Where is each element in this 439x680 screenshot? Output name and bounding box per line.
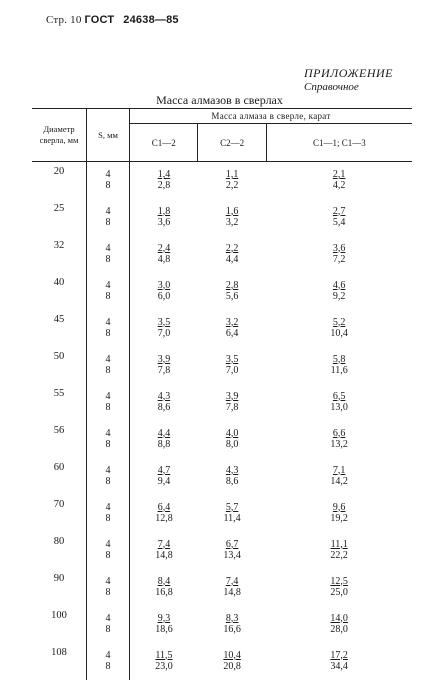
mass-c1-cell-value: 7,4 [157, 538, 171, 550]
mass-c3-cell-value: 3,6 [332, 242, 346, 254]
mass-c2-cell [198, 236, 266, 273]
subcol-header-3: С1—1; С1—3 [266, 124, 412, 162]
mass-c1-cell-value: 4,3 [157, 390, 171, 402]
mass-c3-cell-value: 22,2 [330, 549, 348, 561]
mass-c3-cell-value: 28,0 [330, 623, 348, 635]
mass-c1-cell-value: 6,0 [157, 290, 171, 302]
gost-label: ГОСТ [84, 14, 115, 26]
mass-c1-cell [130, 532, 198, 569]
mass-c2-cell-value: 11,4 [223, 512, 241, 524]
mass-c3-cell [266, 236, 412, 273]
table-row [32, 643, 412, 680]
table-row [32, 532, 412, 569]
mass-c1-cell-value: 3,6 [157, 216, 171, 228]
mass-c3-cell [266, 347, 412, 384]
mass-c3-cell [266, 643, 412, 680]
mass-c3-cell-value: 7,1 [332, 464, 346, 476]
mass-c3-cell-value: 17,2 [330, 649, 348, 661]
mass-c1-cell-value: 8,8 [157, 438, 171, 450]
mass-c1-cell-value: 9,3 [157, 612, 171, 624]
mass-c3-cell [266, 199, 412, 236]
diameter-cell-value: 25 [53, 202, 65, 214]
mass-c2-cell-value: 10,4 [223, 649, 241, 661]
s-cell [87, 199, 130, 236]
mass-c1-cell [130, 458, 198, 495]
mass-c1-cell [130, 421, 198, 458]
s-cell [87, 532, 130, 569]
table-row [32, 236, 412, 273]
diameter-cell [32, 236, 87, 273]
s-cell-value: 8 [105, 549, 111, 561]
mass-c2-cell-value: 8,6 [225, 475, 239, 487]
mass-c3-cell [266, 273, 412, 310]
s-cell [87, 606, 130, 643]
diameter-cell [32, 162, 87, 199]
table-row [32, 495, 412, 532]
mass-c3-cell-value: 10,4 [330, 327, 348, 339]
mass-c2-cell [198, 643, 266, 680]
mass-c1-cell-value: 12,8 [155, 512, 173, 524]
diameter-cell-value: 108 [51, 646, 67, 658]
mass-c2-cell-value: 14,8 [223, 586, 241, 598]
s-cell-value: 4 [105, 464, 111, 476]
diameter-cell-value: 55 [53, 387, 65, 399]
mass-c2-cell-value: 8,3 [225, 612, 239, 624]
mass-c2-cell-value: 2,2 [225, 180, 239, 191]
mass-c2-cell-value: 7,4 [225, 575, 239, 587]
mass-c1-cell [130, 569, 198, 606]
mass-c2-cell-value: 6,7 [225, 538, 239, 550]
s-cell-value: 4 [105, 427, 111, 439]
mass-c3-cell-value: 14,0 [330, 612, 348, 624]
s-cell-value: 8 [105, 623, 111, 635]
mass-c1-cell [130, 273, 198, 310]
mass-c2-cell-value: 5,6 [225, 290, 239, 302]
mass-c2-cell [198, 532, 266, 569]
diameter-cell-value: 20 [53, 166, 65, 177]
diameter-cell [32, 199, 87, 236]
mass-c2-cell [198, 458, 266, 495]
mass-c2-cell [198, 606, 266, 643]
mass-c1-cell [130, 310, 198, 347]
mass-c1-cell [130, 606, 198, 643]
s-cell-value: 4 [105, 353, 111, 365]
mass-c3-cell-value: 5,8 [332, 353, 346, 365]
s-cell-value: 8 [105, 586, 111, 598]
mass-c3-cell [266, 458, 412, 495]
mass-c3-cell-value: 9,6 [332, 501, 346, 513]
diameter-cell [32, 310, 87, 347]
mass-c3-cell-value: 25,0 [330, 586, 348, 598]
s-cell [87, 458, 130, 495]
mass-c1-cell-value: 16,8 [155, 586, 173, 598]
mass-c2-cell-value: 4,0 [225, 427, 239, 439]
mass-c1-cell-value: 23,0 [155, 660, 173, 672]
table-row [32, 273, 412, 310]
s-cell-value: 4 [105, 538, 111, 550]
mass-c2-cell-value: 5,7 [225, 501, 239, 513]
mass-c1-cell-value: 4,8 [157, 253, 171, 265]
mass-c1-cell-value: 1,8 [157, 205, 171, 217]
diameter-cell-value: 40 [53, 276, 65, 288]
s-cell-value: 4 [105, 501, 111, 513]
mass-c3-cell-value: 13,2 [330, 438, 348, 450]
table-row [32, 347, 412, 384]
mass-c2-cell-value: 4,4 [225, 253, 239, 265]
diamond-mass-table [32, 108, 412, 680]
gost-number: 24638—85 [123, 14, 179, 26]
mass-c2-cell [198, 569, 266, 606]
s-cell-value: 4 [105, 612, 111, 624]
mass-c3-cell-value: 13,0 [330, 401, 348, 413]
table-row [32, 458, 412, 495]
mass-c3-cell-value: 5,2 [332, 316, 346, 328]
s-cell-value: 8 [105, 253, 111, 265]
col-header-s: S, мм [87, 109, 130, 162]
mass-c3-cell-value: 2,1 [332, 169, 346, 180]
mass-c3-cell [266, 310, 412, 347]
appendix-title: ПРИЛОЖЕНИЕ [304, 66, 393, 80]
col-header-diameter: Диаметр сверла, мм [32, 109, 87, 162]
mass-c2-cell-value: 2,8 [225, 279, 239, 291]
mass-c2-cell [198, 495, 266, 532]
diameter-cell [32, 384, 87, 421]
table-row [32, 384, 412, 421]
mass-c3-cell-value: 12,5 [330, 575, 348, 587]
mass-c3-cell-value: 9,2 [332, 290, 346, 302]
s-cell [87, 162, 130, 199]
mass-c2-cell-value: 8,0 [225, 438, 239, 450]
table-row [32, 421, 412, 458]
mass-c3-cell [266, 162, 412, 199]
page-header [46, 14, 179, 26]
diameter-cell [32, 532, 87, 569]
mass-c2-cell-value: 3,9 [225, 390, 239, 402]
mass-c1-cell-value: 7,8 [157, 364, 171, 376]
mass-c3-cell [266, 569, 412, 606]
s-cell [87, 310, 130, 347]
mass-c2-cell [198, 421, 266, 458]
mass-c2-cell [198, 384, 266, 421]
mass-c1-cell [130, 384, 198, 421]
diameter-cell-value: 32 [53, 239, 65, 251]
s-cell-value: 8 [105, 180, 111, 191]
s-cell-value: 4 [105, 169, 111, 180]
subcol-header-1: С1—2 [130, 124, 198, 162]
s-cell-value: 8 [105, 438, 111, 450]
diameter-cell [32, 421, 87, 458]
mass-c1-cell [130, 495, 198, 532]
mass-c3-cell [266, 421, 412, 458]
s-cell-value: 8 [105, 401, 111, 413]
mass-c2-cell-value: 6,4 [225, 327, 239, 339]
mass-c1-cell-value: 9,4 [157, 475, 171, 487]
mass-c3-cell-value: 19,2 [330, 512, 348, 524]
diameter-cell-value: 60 [53, 461, 65, 473]
table-row [32, 162, 412, 199]
col-header-mass: Масса алмаза в сверле, карат [130, 109, 413, 124]
s-cell-value: 4 [105, 575, 111, 587]
mass-c3-cell [266, 606, 412, 643]
s-cell-value: 8 [105, 216, 111, 228]
s-cell-value: 8 [105, 660, 111, 672]
appendix-subtitle: Справочное [304, 81, 359, 93]
mass-c2-cell-value: 16,6 [223, 623, 241, 635]
mass-c2-cell-value: 7,0 [225, 364, 239, 376]
mass-c1-cell-value: 6,4 [157, 501, 171, 513]
s-cell [87, 495, 130, 532]
s-cell-value: 4 [105, 205, 111, 217]
s-cell-value: 4 [105, 279, 111, 291]
s-cell-value: 8 [105, 512, 111, 524]
mass-c3-cell [266, 532, 412, 569]
mass-c2-cell-value: 4,3 [225, 464, 239, 476]
s-cell-value: 8 [105, 475, 111, 487]
mass-c2-cell [198, 310, 266, 347]
mass-c1-cell [130, 162, 198, 199]
diameter-cell [32, 569, 87, 606]
mass-c3-cell-value: 34,4 [330, 660, 348, 672]
mass-c2-cell [198, 273, 266, 310]
mass-c1-cell-value: 7,0 [157, 327, 171, 339]
s-cell [87, 236, 130, 273]
mass-c1-cell-value: 3,9 [157, 353, 171, 365]
mass-c1-cell-value: 3,0 [157, 279, 171, 291]
s-cell-value: 8 [105, 327, 111, 339]
diameter-cell-value: 50 [53, 350, 65, 362]
mass-c2-cell [198, 199, 266, 236]
appendix-block [304, 66, 393, 93]
s-cell-value: 4 [105, 390, 111, 402]
mass-c1-cell-value: 8,6 [157, 401, 171, 413]
s-cell [87, 347, 130, 384]
mass-c1-cell-value: 1,4 [157, 169, 171, 180]
mass-c2-cell [198, 162, 266, 199]
mass-c2-cell [198, 347, 266, 384]
diameter-cell [32, 273, 87, 310]
s-cell [87, 643, 130, 680]
mass-c1-cell [130, 643, 198, 680]
mass-c1-cell-value: 3,5 [157, 316, 171, 328]
mass-c1-cell [130, 236, 198, 273]
s-cell-value: 4 [105, 649, 111, 661]
mass-c1-cell-value: 4,7 [157, 464, 171, 476]
s-cell-value: 8 [105, 290, 111, 302]
diameter-cell [32, 606, 87, 643]
mass-c2-cell-value: 13,4 [223, 549, 241, 561]
diameter-cell-value: 56 [53, 424, 65, 436]
table-row [32, 606, 412, 643]
diameter-cell [32, 347, 87, 384]
mass-c2-cell-value: 3,2 [225, 216, 239, 228]
subcol-header-2: С2—2 [198, 124, 266, 162]
mass-c3-cell-value: 6,5 [332, 390, 346, 402]
mass-c1-cell [130, 199, 198, 236]
mass-c2-cell-value: 7,8 [225, 401, 239, 413]
mass-c3-cell-value: 11,6 [330, 364, 348, 376]
diameter-cell-value: 70 [53, 498, 65, 510]
mass-c3-cell-value: 7,2 [332, 253, 346, 265]
mass-c3-cell-value: 4,6 [332, 279, 346, 291]
mass-c1-cell-value: 2,4 [157, 242, 171, 254]
diameter-cell [32, 495, 87, 532]
table-caption: Масса алмазов в сверлах [156, 93, 283, 107]
mass-c1-cell-value: 4,4 [157, 427, 171, 439]
mass-c3-cell-value: 6,6 [332, 427, 346, 439]
mass-c3-cell-value: 11,1 [330, 538, 348, 550]
diameter-cell-value: 100 [51, 609, 67, 621]
mass-c1-cell-value: 11,5 [155, 649, 173, 661]
mass-c2-cell-value: 3,2 [225, 316, 239, 328]
mass-c1-cell-value: 18,6 [155, 623, 173, 635]
mass-c2-cell-value: 2,2 [225, 242, 239, 254]
diameter-cell [32, 643, 87, 680]
mass-c1-cell-value: 8,4 [157, 575, 171, 587]
mass-c3-cell [266, 495, 412, 532]
diameter-cell-value: 45 [53, 313, 65, 325]
mass-c2-cell-value: 1,6 [225, 205, 239, 217]
s-cell [87, 569, 130, 606]
mass-c1-cell-value: 14,8 [155, 549, 173, 561]
mass-c3-cell-value: 14,2 [330, 475, 348, 487]
table-row [32, 310, 412, 347]
diameter-cell [32, 458, 87, 495]
mass-c3-cell-value: 4,2 [332, 180, 346, 191]
mass-c2-cell-value: 3,5 [225, 353, 239, 365]
diameter-cell-value: 80 [53, 535, 65, 547]
s-cell [87, 421, 130, 458]
mass-c3-cell-value: 2,7 [332, 205, 346, 217]
mass-c2-cell-value: 20,8 [223, 660, 241, 672]
mass-c1-cell-value: 2,8 [157, 180, 171, 191]
s-cell-value: 8 [105, 364, 111, 376]
mass-c1-cell [130, 347, 198, 384]
page-number: Стр. 10 [46, 14, 82, 26]
mass-c3-cell-value: 5,4 [332, 216, 346, 228]
s-cell [87, 384, 130, 421]
mass-c2-cell-value: 1,1 [225, 169, 239, 180]
diameter-cell-value: 90 [53, 572, 65, 584]
s-cell-value: 4 [105, 242, 111, 254]
table-row [32, 199, 412, 236]
s-cell [87, 273, 130, 310]
s-cell-value: 4 [105, 316, 111, 328]
table-row [32, 569, 412, 606]
mass-c3-cell [266, 384, 412, 421]
